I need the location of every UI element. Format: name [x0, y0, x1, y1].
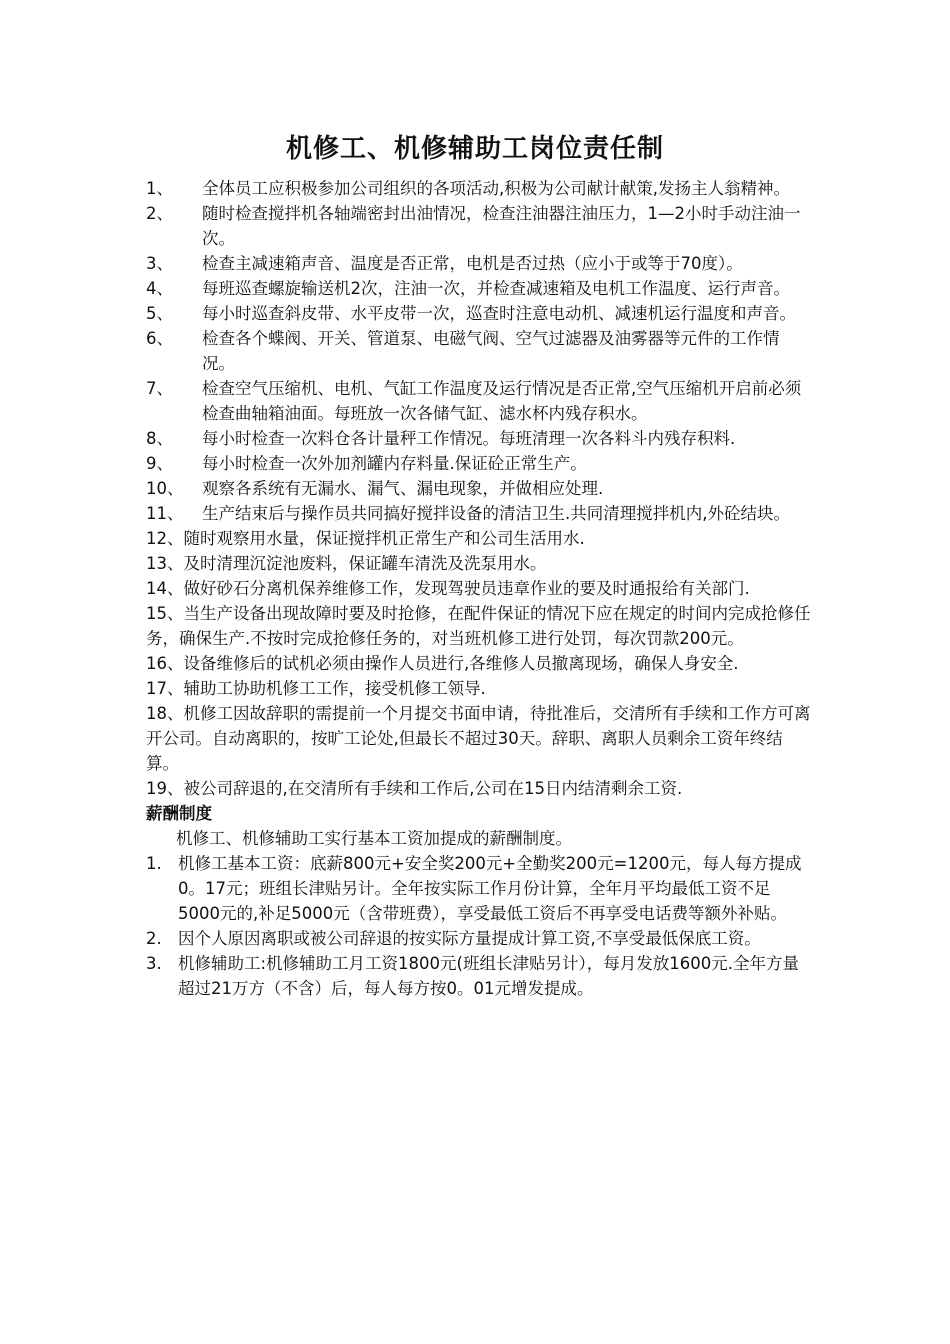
duty-number: 5、 [146, 304, 173, 323]
duty-item [146, 426, 812, 451]
salary-item-number: 1. [146, 854, 162, 873]
salary-item-text: 机修工基本工资：底薪800元+安全奖200元+全勤奖200元=1200元，每人每方提成0。17元；班组长津贴另计。全年按实际工作月份计算，全年月平均最低工资不足5000元的,补足5000元（含带班费），享受最低工资后不再享受电话费等额外补贴。 [178, 854, 802, 923]
duty-paragraph: 15、当生产设备出现故障时要及时抢修，在配件保证的情况下应在规定的时间内完成抢修任务，确保生产.不按时完成抢修任务的，对当班机修工进行处罚，每次罚款200元。 [146, 604, 811, 648]
salary-item [146, 851, 812, 926]
duty-number: 2、 [146, 204, 173, 223]
duty-item [146, 251, 812, 276]
duty-item [146, 301, 812, 326]
duty-item [146, 326, 812, 376]
duty-paragraph: 18、机修工因故辞职的需提前一个月提交书面申请，待批准后，交清所有手续和工作方可离开公司。自动离职的，按旷工论处,但最长不超过30天。辞职、离职人员剩余工资年终结算。 [146, 704, 811, 773]
duty-paragraph: 12、随时观察用水量，保证搅拌机正常生产和公司生活用水. [146, 529, 585, 548]
salary-item-number: 3. [146, 954, 162, 973]
duty-item [146, 476, 812, 501]
duty-paragraph: 13、及时清理沉淀池废料，保证罐车清洗及洗泵用水。 [146, 554, 547, 573]
duty-number: 4、 [146, 279, 173, 298]
duty-text: 生产结束后与操作员共同搞好搅拌设备的清洁卫生.共同清理搅拌机内,外砼结块。 [202, 504, 790, 523]
duty-item [146, 501, 812, 526]
duty-text: 检查主减速箱声音、温度是否正常，电机是否过热（应小于或等于70度）。 [202, 254, 743, 273]
duty-number: 8、 [146, 429, 173, 448]
document-title: 机修工、机修辅助工岗位责任制 [285, 134, 664, 164]
salary-item [146, 926, 812, 951]
salary-heading: 薪酬制度 [146, 804, 212, 823]
duty-item [146, 201, 812, 251]
duty-text: 全体员工应积极参加公司组织的各项活动,积极为公司献计献策,发扬主人翁精神。 [202, 179, 790, 198]
duty-number: 3、 [146, 254, 173, 273]
duty-paragraph: 16、设备维修后的试机必须由操作人员进行,各维修人员撤离现场，确保人身安全. [146, 654, 739, 673]
duty-text: 每小时巡查斜皮带、水平皮带一次，巡查时注意电动机、减速机运行温度和声音。 [202, 304, 796, 323]
duty-text: 每小时检查一次外加剂罐内存料量.保证砼正常生产。 [202, 454, 587, 473]
salary-item [146, 951, 812, 1001]
duty-text: 每小时检查一次料仓各计量秤工作情况。每班清理一次各料斗内残存积料. [202, 429, 736, 448]
duty-number: 11、 [146, 504, 184, 523]
duty-number: 10、 [146, 479, 184, 498]
duty-number: 1、 [146, 179, 173, 198]
duty-paragraph: 14、做好砂石分离机保养维修工作，发现驾驶员违章作业的要及时通报给有关部门. [146, 579, 750, 598]
salary-item-text: 因个人原因离职或被公司辞退的按实际方量提成计算工资,不享受最低保底工资。 [178, 929, 761, 948]
duty-paragraph: 19、被公司辞退的,在交清所有手续和工作后,公司在15日内结清剩余工资. [146, 779, 683, 798]
duty-number: 7、 [146, 379, 173, 398]
duty-paragraph: 17、辅助工协助机修工工作，接受机修工领导. [146, 679, 486, 698]
salary-item-text: 机修辅助工:机修辅助工月工资1800元(班组长津贴另计），每月发放1600元.全年方量超过21万方（不含）后，每人每方按0。01元增发提成。 [178, 954, 799, 998]
duty-item [146, 376, 812, 426]
duty-text: 检查各个蝶阀、开关、管道泵、电磁气阀、空气过滤器及油雾器等元件的工作情况。 [202, 329, 780, 373]
duty-item [146, 176, 812, 201]
duty-text: 每班巡查螺旋输送机2次，注油一次，并检查减速箱及电机工作温度、运行声音。 [202, 279, 790, 298]
duty-item [146, 451, 812, 476]
duty-item [146, 276, 812, 301]
duty-text: 随时检查搅拌机各轴端密封出油情况，检查注油器注油压力，1—2小时手动注油一次。 [202, 204, 801, 248]
duty-number: 9、 [146, 454, 173, 473]
duties-list [146, 176, 812, 1001]
duty-text: 检查空气压缩机、电机、气缸工作温度及运行情况是否正常,空气压缩机开启前必须检查曲轴箱油面。每班放一次各储气缸、滤水杯内残存积水。 [202, 379, 802, 423]
duty-number: 6、 [146, 329, 173, 348]
salary-intro: 机修工、机修辅助工实行基本工资加提成的薪酬制度。 [176, 829, 572, 848]
duty-text: 观察各系统有无漏水、漏气、漏电现象，并做相应处理. [202, 479, 604, 498]
salary-item-number: 2. [146, 929, 162, 948]
